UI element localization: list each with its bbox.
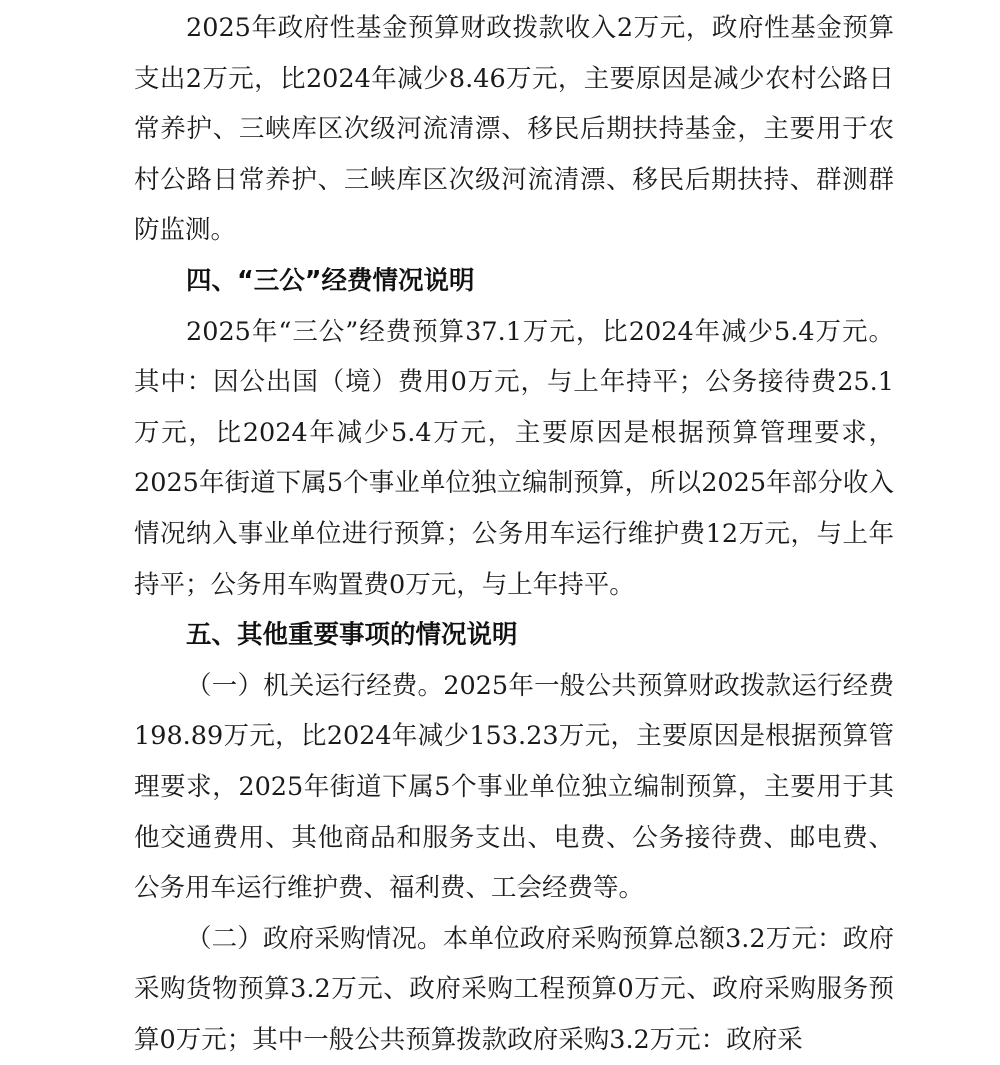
section-heading-three-public-expenses: 四、“三公”经费情况说明 <box>186 265 475 296</box>
paragraph-government-procurement: （二）政府采购情况。本单位政府采购预算总额3.2万元：政府采购货物预算3.2万元、政府采购工程预算0万元、政府采购服务预算0万元；其中一般公共预算拨款政府采购3.2万元：政府采 <box>134 923 894 1055</box>
document-page <box>134 0 894 1065</box>
paragraph-three-public-expenses: 2025年“三公”经费预算37.1万元，比2024年减少5.4万元。其中：因公出国（境）费用0万元，与上年持平；公务接待费25.1万元，比2024年减少5.4万元，主要原因是根据预算管理要求，2025年街道下属5个事业单位独立编制预算，所以2025年部分收入情况纳入事业单位进行预算；公务用车运行维护费12万元，与上年持平；公务用车购置费0万元，与上年持平。 <box>134 316 894 600</box>
section-heading-other-matters: 五、其他重要事项的情况说明 <box>186 620 518 651</box>
paragraph-operating-expenses: （一）机关运行经费。2025年一般公共预算财政拨款运行经费198.89万元，比2024年减少153.23万元，主要原因是根据预算管理要求，2025年街道下属5个事业单位独立编制预算，主要用于其他交通费用、其他商品和服务支出、电费、公务接待费、邮电费、公务用车运行维护费、福利费、工会经费等。 <box>134 670 894 904</box>
paragraph-government-fund-budget: 2025年政府性基金预算财政拨款收入2万元，政府性基金预算支出2万元，比2024年减少8.46万元，主要原因是减少农村公路日常养护、三峡库区次级河流清漂、移民后期扶持基金，主要用于农村公路日常养护、三峡库区次级河流清漂、移民后期扶持、群测群防监测。 <box>134 13 894 246</box>
